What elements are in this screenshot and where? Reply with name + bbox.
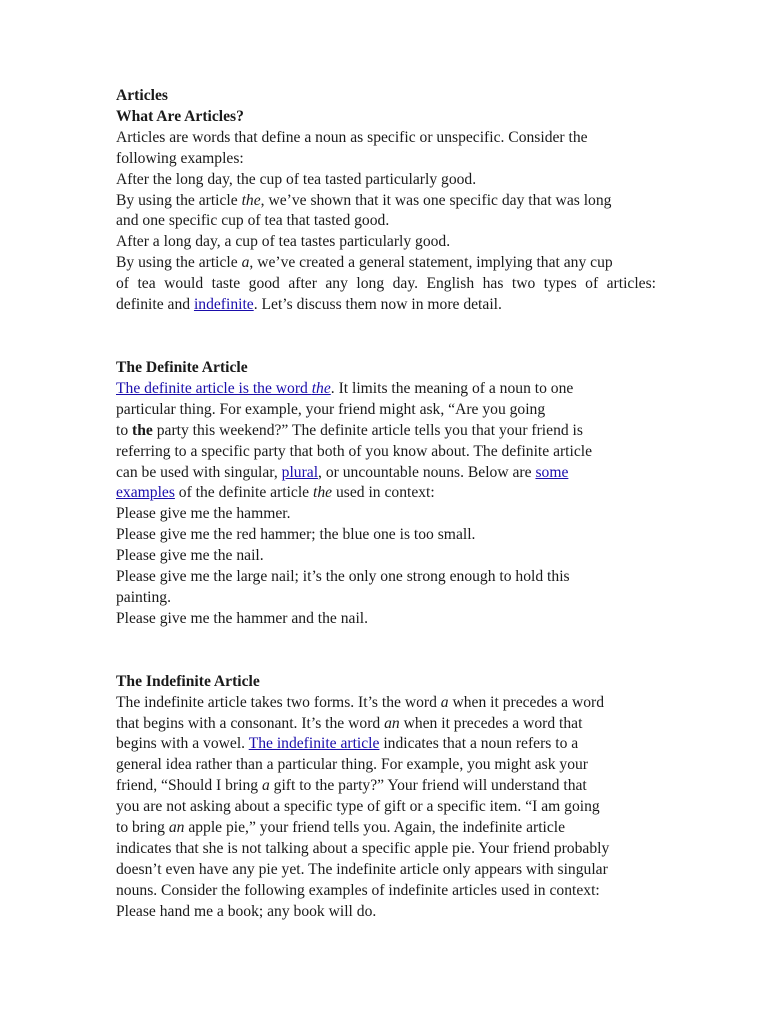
example-sentence: Please give me the red hammer; the blue one is too small. xyxy=(116,526,476,544)
example-sentence: Please give me the hammer and the nail. xyxy=(116,609,369,627)
emphasis-word: a xyxy=(261,777,270,795)
text-run: to bring xyxy=(116,819,169,837)
section-spacer xyxy=(116,316,656,358)
definite-article-link[interactable] xyxy=(116,380,331,397)
text-run: to xyxy=(116,421,133,439)
some-examples-link-part2[interactable]: examples xyxy=(116,484,175,502)
emphasis-word: a xyxy=(241,254,250,272)
bold-word: the xyxy=(132,421,153,439)
text-run: . Let’s discuss them now in more detail. xyxy=(253,296,502,314)
paragraph-line xyxy=(116,734,656,755)
indefinite-article-link[interactable]: The indefinite article xyxy=(248,735,380,753)
example-sentence: Please give me the large nail; it’s the only one strong enough to hold this xyxy=(116,568,570,586)
paragraph-line: general idea rather than a particular thing. For example, you might ask your xyxy=(116,756,588,774)
text-run: The indefinite article takes two forms. It’s the word xyxy=(116,693,441,711)
doc-title: Articles xyxy=(116,87,168,104)
text-run: of the definite article xyxy=(174,484,314,502)
example-sentence: After the long day, the cup of tea tasted particularly good. xyxy=(116,170,477,188)
emphasis-word: an xyxy=(384,714,400,732)
section-indefinite-article xyxy=(116,672,656,923)
paragraph-line xyxy=(116,818,656,839)
paragraph-line xyxy=(116,463,656,484)
text-run: , we’ve created a general statement, implying that any cup xyxy=(249,254,613,272)
emphasis-word: a xyxy=(440,693,449,711)
paragraph-line: and one specific cup of tea that tasted good. xyxy=(116,212,390,230)
example-sentence: Please give me the nail. xyxy=(116,547,264,565)
text-run: , we’ve shown that it was one specific day that was long xyxy=(260,191,612,209)
link-text: The definite article is the word xyxy=(116,379,312,397)
paragraph-line: indicates that she is not talking about a specific apple pie. Your friend probably xyxy=(116,840,610,857)
emphasis-word: an xyxy=(168,819,185,837)
text-run: when it precedes a word that xyxy=(399,714,583,732)
section-heading-indefinite-article: The Indefinite Article xyxy=(116,672,260,690)
example-sentence: Please give me the hammer. xyxy=(116,505,291,523)
text-run: used in context: xyxy=(332,484,435,502)
text-run: indicates that a noun refers to a xyxy=(379,735,579,753)
section-heading-definite-article: The Definite Article xyxy=(116,358,248,376)
paragraph-line: doesn’t even have any pie yet. The indefinite article only appears with singular xyxy=(116,860,608,878)
example-sentence: painting. xyxy=(116,588,172,606)
paragraph-line xyxy=(116,191,656,212)
paragraph-line: Articles are words that define a noun as specific or unspecific. Consider the xyxy=(116,128,588,146)
paragraph-line: nouns. Consider the following examples of indefinite articles used in context: xyxy=(116,881,600,899)
plural-link[interactable]: plural xyxy=(281,463,319,481)
section-spacer xyxy=(116,630,656,672)
paragraph-line xyxy=(116,483,656,504)
text-run: . It limits the meaning of a noun to one xyxy=(330,379,574,397)
example-sentence: Please hand me a book; any book will do. xyxy=(116,902,377,920)
paragraph-line xyxy=(116,253,656,274)
text-run: when it precedes a word xyxy=(448,693,605,711)
section-heading-what-are-articles: What Are Articles? xyxy=(116,107,244,125)
paragraph-line: particular thing. For example, your friend might ask, “Are you going xyxy=(116,400,546,418)
paragraph-line xyxy=(116,379,656,400)
paragraph-line xyxy=(116,776,656,797)
paragraph-line: you are not asking about a specific type of gift or a specific item. “I am going xyxy=(116,798,600,816)
paragraph-line: referring to a specific party that both of you know about. The definite article xyxy=(116,442,593,460)
text-run: begins with a vowel. xyxy=(116,735,249,753)
indefinite-link[interactable]: indefinite xyxy=(193,296,254,314)
example-sentence: After a long day, a cup of tea tastes particularly good. xyxy=(116,233,451,251)
paragraph-line: following examples: xyxy=(116,149,244,167)
text-run: By using the article xyxy=(116,254,242,272)
paragraph-line xyxy=(116,421,656,442)
paragraph-line xyxy=(116,693,656,714)
link-emphasis: the xyxy=(311,379,331,397)
text-run: , or uncountable nouns. Below are xyxy=(318,463,536,481)
text-run: apple pie,” your friend tells you. Again, the indefinite article xyxy=(184,819,566,837)
section-definite-article xyxy=(116,358,656,630)
section-what-are-articles xyxy=(116,86,656,316)
text-run: can be used with singular, xyxy=(116,463,282,481)
paragraph-line xyxy=(116,714,656,735)
document-page xyxy=(116,86,656,923)
text-run: party this weekend?” The definite article tells you that your friend is xyxy=(152,421,583,439)
some-examples-link-part1[interactable]: some xyxy=(535,463,569,481)
emphasis-word: the xyxy=(241,191,261,209)
paragraph-line xyxy=(116,295,656,316)
text-run: that begins with a consonant. It’s the word xyxy=(116,714,385,732)
paragraph-line: of tea would taste good after any long day. English has two types of articles: xyxy=(116,275,656,293)
emphasis-word: the xyxy=(313,484,333,502)
text-run: friend, “Should I bring xyxy=(116,777,262,795)
text-run: gift to the party?” Your friend will understand that xyxy=(269,777,587,795)
text-run: By using the article xyxy=(116,191,242,209)
text-run: definite and xyxy=(116,296,194,314)
